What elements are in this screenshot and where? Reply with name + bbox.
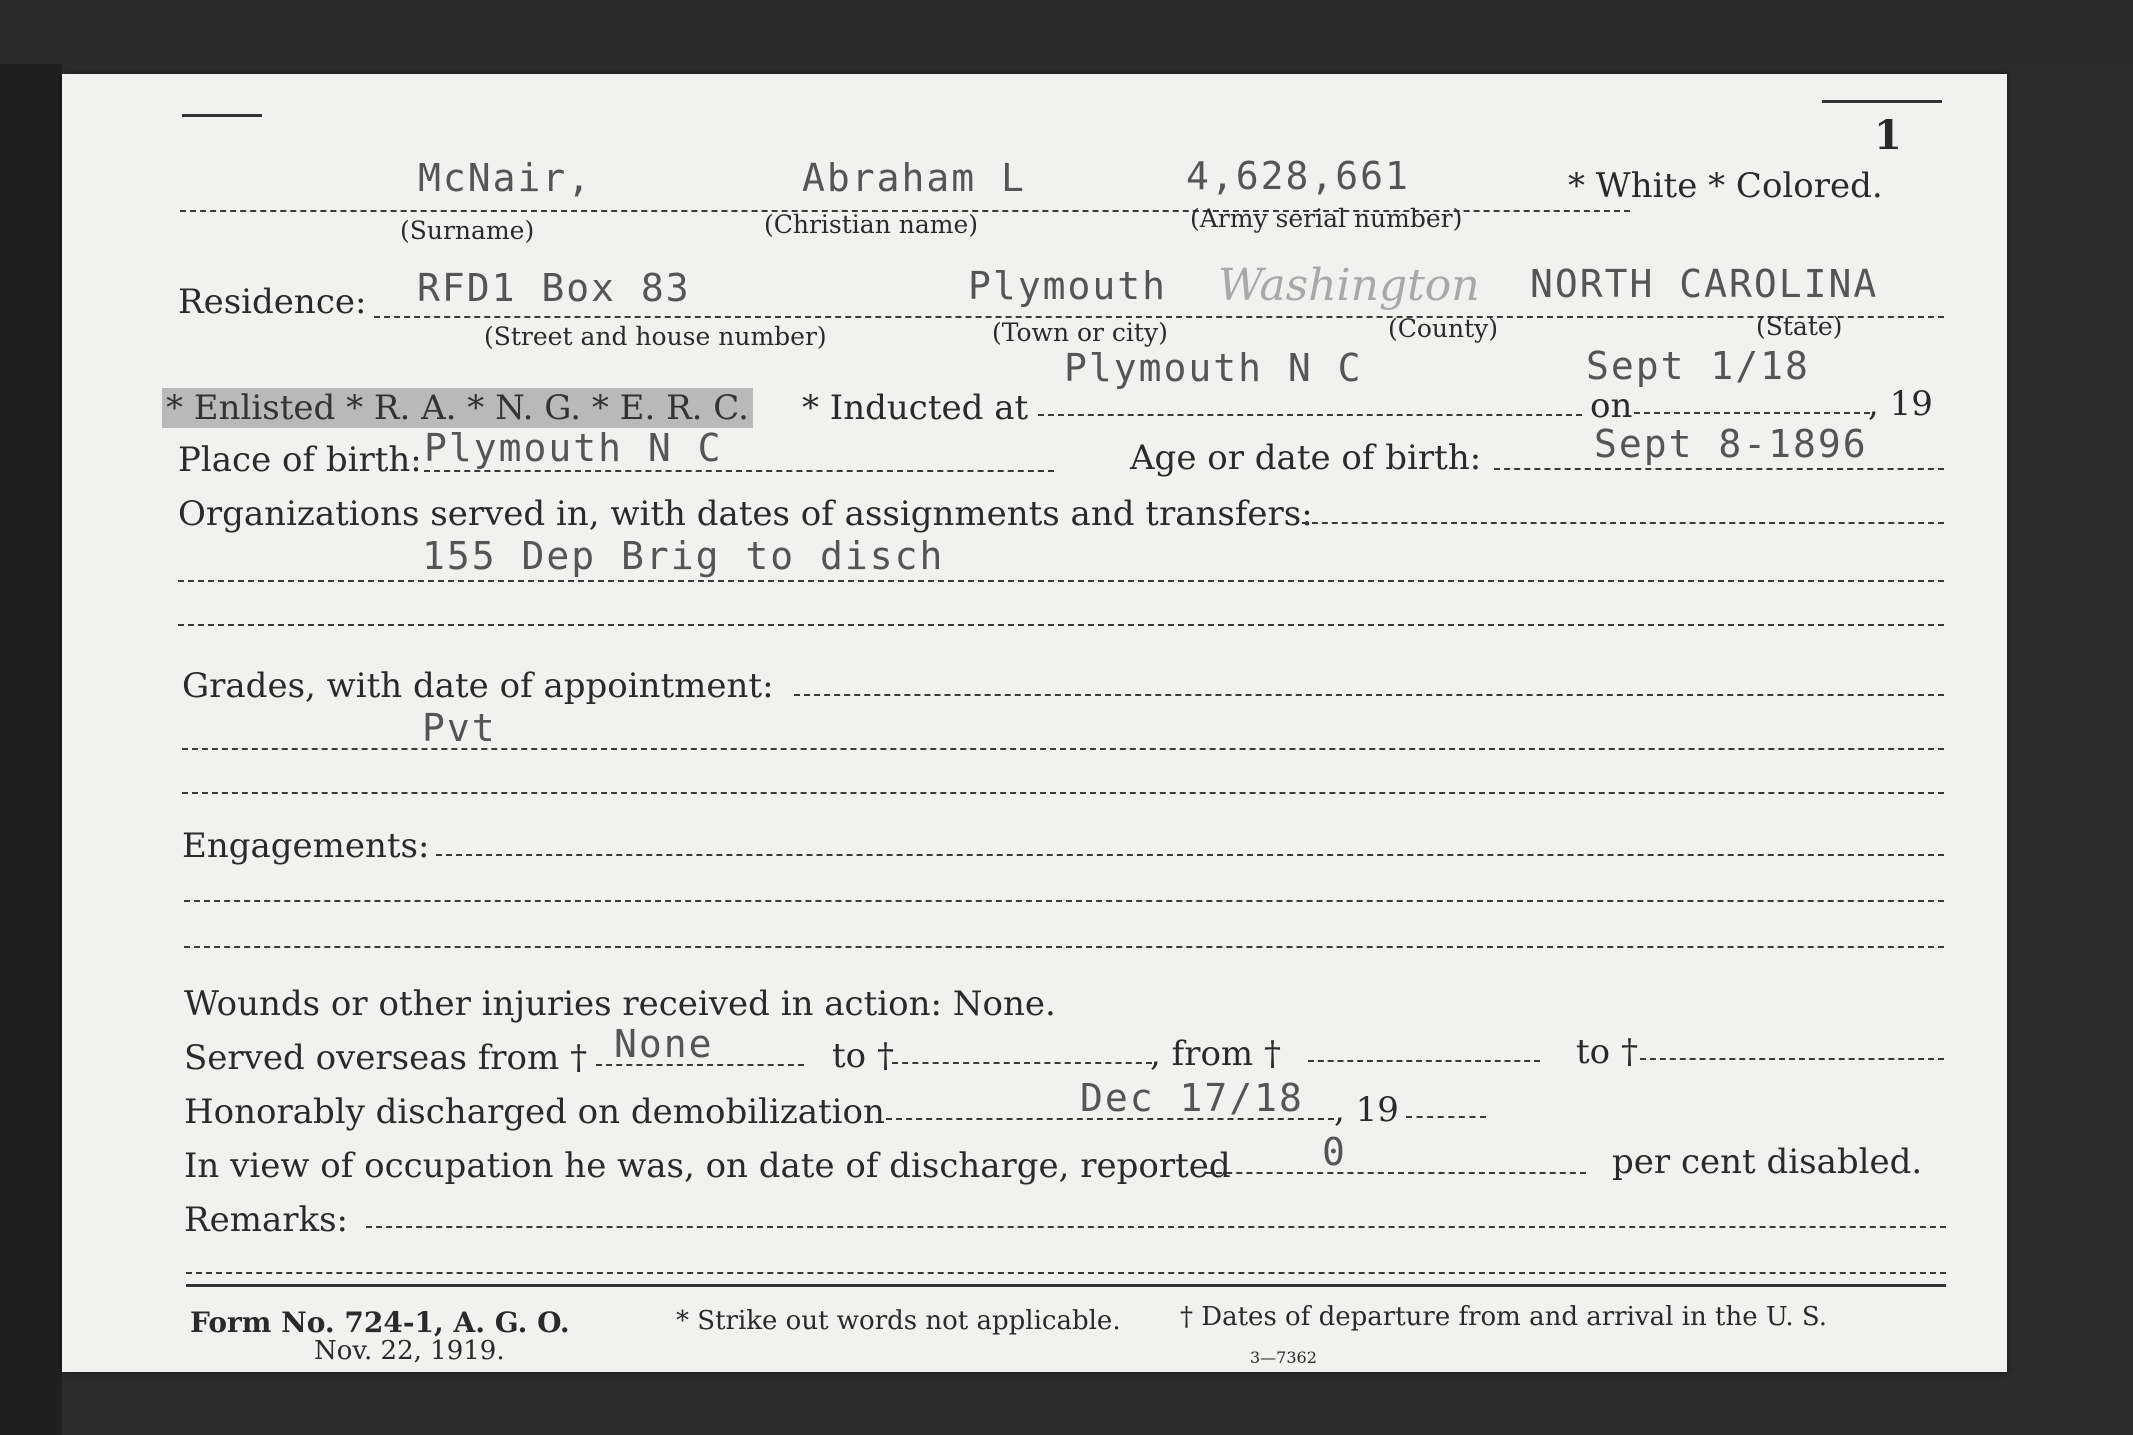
overseas-from-line-2 [1308, 1060, 1540, 1062]
grades-value: Pvt [422, 706, 497, 750]
christian-name-value: Abraham L [802, 156, 1026, 200]
serial-number-caption: (Army serial number) [1190, 204, 1463, 233]
overseas-to-1: to † [832, 1036, 894, 1076]
grades-line-3 [182, 792, 1944, 794]
overseas-from-value: None [614, 1022, 714, 1066]
residence-label: Residence: [178, 282, 367, 322]
street-caption: (Street and house number) [484, 322, 827, 351]
discharge-label: Honorably discharged on demobilization [184, 1092, 885, 1132]
grades-line-1 [794, 694, 1944, 696]
inducted-date-line [1634, 412, 1870, 414]
surname-caption: (Surname) [400, 216, 535, 245]
town-caption: (Town or city) [992, 318, 1168, 347]
inducted-year-suffix: , 19 [1868, 384, 1933, 424]
inducted-at-label: * Inducted at [802, 388, 1029, 428]
remarks-line-1 [366, 1226, 1946, 1228]
top-left-rule [182, 114, 262, 117]
birth-date-value: Sept 8-1896 [1594, 422, 1868, 466]
grades-label: Grades, with date of appointment: [182, 666, 774, 706]
birth-date-line [1494, 468, 1944, 470]
dates-note: † Dates of departure from and arrival in the U. S. [1180, 1302, 1828, 1332]
enlisted-struck-options: * Enlisted * R. A. * N. G. * E. R. C. [162, 388, 753, 428]
residence-street: RFD1 Box 83 [417, 266, 691, 310]
form-number: Form No. 724-1, A. G. O. [190, 1306, 570, 1339]
discharge-year-suffix: , 19 [1334, 1090, 1399, 1130]
disability-value: 0 [1322, 1130, 1347, 1174]
disability-label: In view of occupation he was, on date of discharge, reported [184, 1146, 1231, 1186]
discharge-year-line [1406, 1116, 1486, 1118]
christian-name-caption: (Christian name) [764, 210, 979, 239]
organizations-value: 155 Dep Brig to disch [422, 534, 945, 578]
birthplace-value: Plymouth N C [424, 426, 723, 470]
discharge-line [886, 1118, 1334, 1120]
overseas-from-line [596, 1064, 804, 1066]
birthplace-line [424, 470, 1054, 472]
engagements-label: Engagements: [182, 826, 430, 866]
engagements-line-1 [436, 854, 1944, 856]
service-record-card [62, 74, 2007, 1372]
grades-line-2 [182, 748, 1944, 750]
scan-border-left [0, 0, 62, 1435]
inducted-on-label: on [1590, 386, 1633, 426]
card-number: 1 [1874, 112, 1902, 159]
engagements-line-3 [184, 946, 1944, 948]
surname-value: McNair, [418, 156, 593, 200]
residence-county-handwritten: Washington [1218, 260, 1480, 311]
print-code: 3—7362 [1250, 1348, 1317, 1367]
county-caption: (County) [1388, 314, 1499, 343]
race-options: * White * Colored. [1568, 166, 1883, 206]
organizations-line-1 [1302, 522, 1944, 524]
birth-date-label: Age or date of birth: [1130, 438, 1482, 478]
inducted-place: Plymouth N C [1064, 346, 1363, 390]
remarks-line-2 [186, 1272, 1946, 1274]
overseas-to-line-1 [892, 1062, 1152, 1064]
serial-number-value: 4,628,661 [1186, 154, 1410, 198]
engagements-line-2 [184, 900, 1944, 902]
form-date: Nov. 22, 1919. [314, 1336, 505, 1366]
disability-line [1206, 1172, 1586, 1174]
organizations-line-2 [178, 580, 1944, 582]
top-right-rule [1822, 100, 1942, 103]
inducted-place-line [1038, 414, 1582, 416]
footer-rule [186, 1284, 1946, 1287]
state-caption: (State) [1756, 312, 1843, 341]
discharge-date: Dec 17/18 [1080, 1076, 1304, 1120]
scan-border-top [0, 0, 2133, 64]
residence-town: Plymouth [968, 264, 1168, 308]
organizations-label: Organizations served in, with dates of assignments and transfers: [178, 494, 1313, 534]
residence-state: NORTH CAROLINA [1530, 262, 1879, 306]
overseas-from-2: , from † [1150, 1034, 1281, 1074]
remarks-label: Remarks: [184, 1200, 348, 1240]
birthplace-label: Place of birth: [178, 440, 422, 480]
overseas-to-2: to † [1576, 1032, 1638, 1072]
disability-suffix: per cent disabled. [1612, 1142, 1923, 1182]
overseas-label: Served overseas from † [184, 1038, 588, 1078]
strike-note: * Strike out words not applicable. [676, 1306, 1121, 1336]
overseas-to-line-2 [1640, 1058, 1944, 1060]
organizations-line-3 [178, 624, 1944, 626]
inducted-date: Sept 1/18 [1586, 344, 1810, 388]
wounds-text: Wounds or other injuries received in action: None. [184, 984, 1056, 1024]
